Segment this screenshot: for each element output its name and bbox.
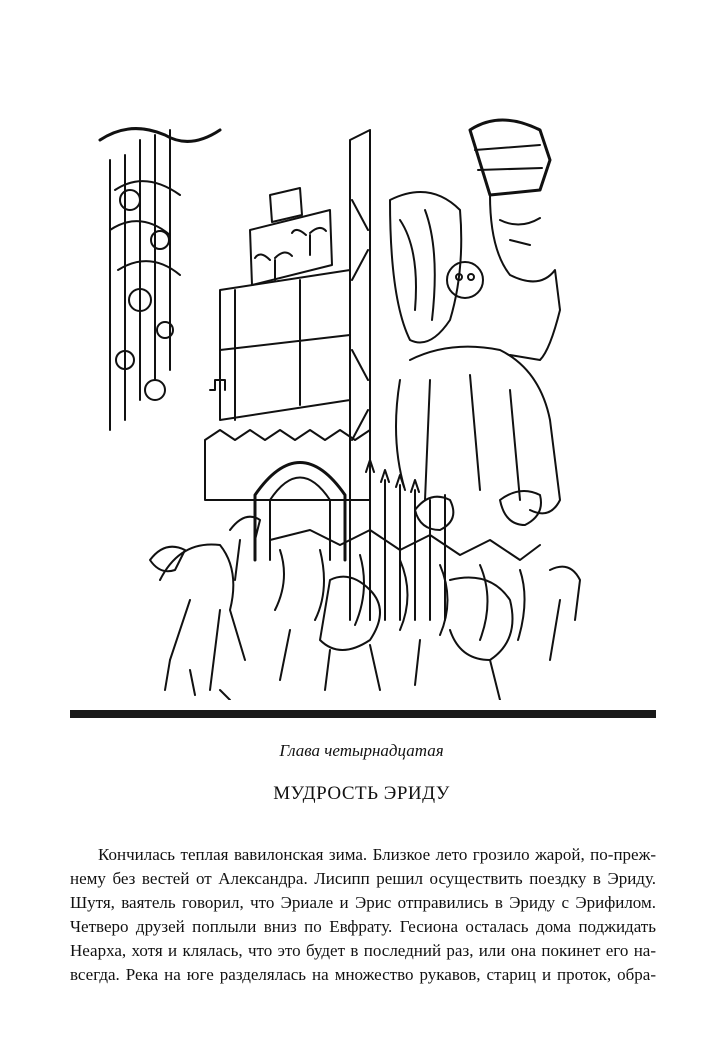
chapter-title: МУДРОСТЬ ЭРИДУ bbox=[273, 783, 450, 804]
text-line: Шутя, ваятель говорил, что Эриале и Эрис отправились в Эриду с Эрифилом. bbox=[70, 893, 656, 912]
ink-drawing-lamassu-city bbox=[70, 100, 655, 700]
text-line: Четверо друзей поплыли вниз по Евфрату. Гесиона осталась дома поджидать bbox=[70, 917, 656, 936]
text-line: Кончилась теплая вавилонская зима. Близкое лето грозило жарой, по-преж- bbox=[98, 845, 656, 864]
chapter-divider-rule bbox=[70, 710, 656, 718]
text-line: нему без вестей от Александра. Лисипп решил осуществить поездку в Эриду. bbox=[70, 869, 656, 888]
text-line: Неарха, хотя и клялась, что это будет в последний раз, или она покинет его на- bbox=[70, 941, 656, 960]
chapter-number: Глава четырнадцатая bbox=[279, 741, 444, 760]
body-paragraph bbox=[70, 843, 656, 987]
text-line: всегда. Река на юге разделялась на множество рукавов, стариц и проток, обра- bbox=[70, 965, 656, 984]
chapter-illustration bbox=[70, 100, 655, 700]
